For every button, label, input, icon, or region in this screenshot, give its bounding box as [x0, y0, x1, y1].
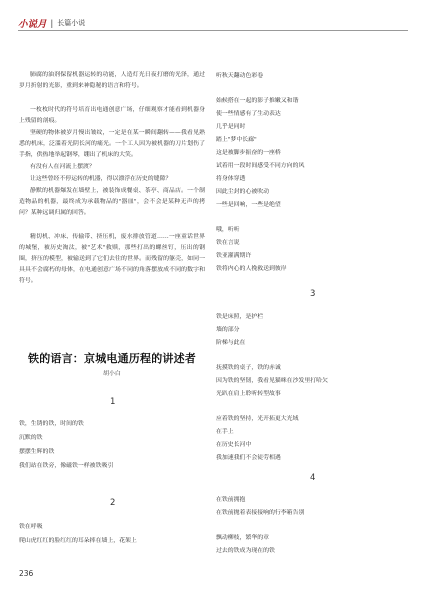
poem-line: 我加速我们不会徒劳相遇 [216, 455, 281, 461]
poem-line: 飘动柳枝，繁华的章 [216, 535, 270, 541]
poem-author: 胡小白 [103, 371, 121, 377]
poem-line: 铁将内心的人挽救送到彼岸 [216, 266, 287, 272]
poem-line: 我们站在铁旁，像磁铁一样被铁吸引 [19, 463, 114, 469]
poem-line: 听秋天翻动色彩卷 [216, 73, 264, 79]
poem-line: 在铁前拥抱 [216, 497, 246, 503]
poem-line: 在手上 [216, 429, 234, 435]
stanza-number: 1 [110, 397, 116, 407]
poem-line: 试着用一段时间感受不同方向的风 [216, 163, 305, 169]
blank-line [19, 220, 205, 231]
poem-line: 哦，听听 [216, 227, 240, 233]
paragraph: 有没有人在河流上摆渡？ [30, 164, 95, 170]
poem-line: 这是被脚步振奋的一座桥 [216, 150, 281, 156]
poem-line: 铁亚灌满期许 [216, 253, 252, 259]
poem-line: 踏上"梦中长廊" [216, 137, 257, 143]
poem-line: 在铁前抛着表接接响的行李箱告别 [216, 510, 305, 516]
blank-line [19, 93, 205, 104]
stanza-number: 3 [310, 289, 316, 299]
section-label: 长篇小说 [57, 19, 86, 27]
stanza-number: 4 [310, 473, 316, 483]
header-separator: | [50, 18, 54, 28]
paragraph: 一枚枚时代的符号培育出电通创意广场，仔细观察才能看到机器身上残留的剖痕。 [19, 107, 205, 124]
left-column-prose [19, 70, 205, 288]
poem-line: 抚摸铁的桌子，铁的赤诚 [216, 365, 281, 371]
poem-line: 将身体穿透 [216, 176, 246, 182]
poem-line: 过去的铁成为现在的铁 [216, 548, 275, 554]
poem-line: 光趴在肩上聆听转型故事 [216, 391, 281, 397]
paragraph: 让这些曾经不停运转的机器，得以漂浮在历史的缝隙？ [30, 176, 172, 182]
header-rule [18, 30, 408, 31]
poem-line: 沉默的铁 [19, 435, 43, 441]
poem-line: 阶梯与此在 [216, 340, 246, 346]
magazine-logo: 小说月 [18, 19, 47, 30]
stanza-number: 2 [110, 498, 116, 508]
poem-line: 一些是回响，一些是绝望 [216, 202, 281, 208]
magazine-header [18, 16, 85, 30]
poem-line: 应着铁的坚持，光开拓更大光域 [216, 416, 299, 422]
page-number: 236 [19, 569, 34, 578]
poem-line: 始候搭在一起的影子推嫩又和谐 [216, 98, 299, 104]
poem-line: 几乎是同时 [216, 124, 246, 130]
paragraph: 肺腐的油剂保留机器运转的功能，人造灯光日夜打磨的光泽，通过岁月折射的光影，重到来神隐秘的语言和符号。 [19, 72, 205, 89]
poem-line: 使一些情感有了生动表达 [216, 111, 281, 117]
paragraph: 坚硬的物体被岁月慢出皱纹，一定是在某一瞬间翻转——我看见熟悉的机床，泛滥着光阴长河的痛光。一个工人因为被机器的刀片划伤了手指，供热地举起钢琴，绷出了机床的大笑。 [19, 130, 205, 158]
poem-line: 墙的部分 [216, 327, 240, 333]
poem-line: 摆摆生辉的铁 [19, 449, 55, 455]
poem-line: 因此尘封的心被吹动 [216, 189, 270, 195]
poem-line: 爬山虎红红的脸红红的耳朵摔在墙上，花架上 [19, 538, 137, 544]
poem-line: 铁，生锈的铁，时间的铁 [19, 421, 84, 427]
poem-line: 铁是床照，是护栏 [216, 314, 264, 320]
poem-title: 铁的语言：京城电通历程的讲述者 [28, 352, 196, 365]
poem-line: 因为铁的坚韧，我看见猫咪在沙发里打哈欠 [216, 378, 328, 384]
paragraph: 静默的机器爆发在墙壁上，被装饰成餐桌、茶亭、商品店。一个制造物品的机器，最终成为承载物品的"器皿"，会不会是某种无声的拷问？某种远调归属的回答。 [19, 188, 205, 216]
paragraph: 精切机、冲床、传输带、挤压机，废水排放管道……一座童话世界的城堡，被历史淘汰，被"艺术"救赎，那些打出的螺丝钉，压出的钢圈，挤压的模型，被输送到了它们去往的世界。而残留的躯壳，如同一具具不会腐朽的母体，在电通创意广场不同的角落摆放成不同的数字和符号。 [19, 234, 205, 284]
poem-line: 铁在呼吸 [19, 524, 43, 530]
poem-line: 铁在言说 [216, 240, 240, 246]
poem-line: 在历史长河中 [216, 442, 252, 448]
